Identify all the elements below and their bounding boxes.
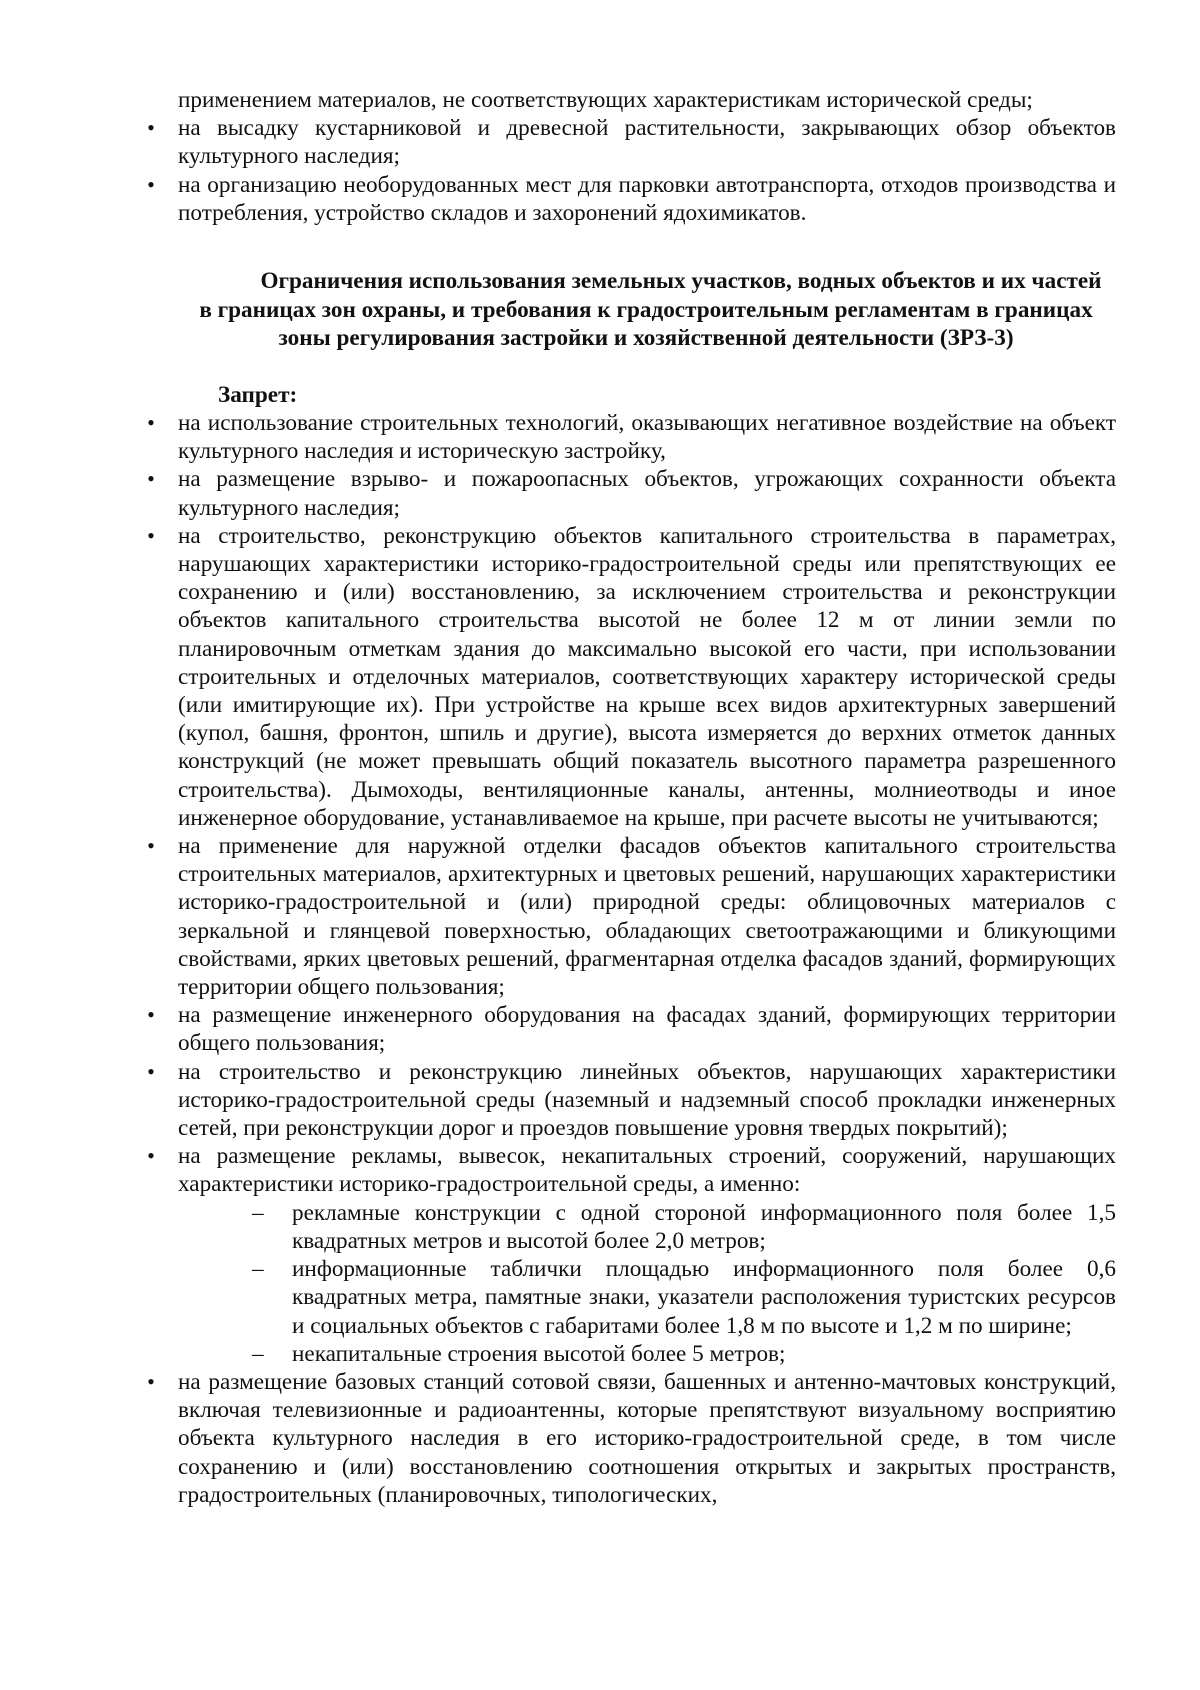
list-item-text: на размещение рекламы, вывесок, некапитальных строений, сооружений, нарушающих характеристики историко-градостроительной среды, а именно: [178, 1143, 1116, 1198]
bullet-icon: • [147, 410, 155, 435]
list-item [147, 1142, 1116, 1368]
list-item-text: на размещение базовых станций сотовой связи, башенных и антенно-мачтовых конструкций, включая телевизионные и радиоантенны, которые препятствуют визуальному восприятию объекта культурного наследия в его историко-градостроительной среде, в том числе сохранению и (или) восстановлению соотношения открытых и закрытых пространств, градостроительных (планировочных, типологических, [178, 1368, 1116, 1508]
list-item [147, 1368, 1116, 1509]
bullet-icon: • [147, 1368, 155, 1394]
bullet-icon: • [147, 1143, 155, 1169]
bullet-icon: • [147, 833, 155, 859]
list-item [147, 1001, 1116, 1057]
sublist-item [252, 1199, 1116, 1255]
list-item [147, 1058, 1116, 1143]
list-item [147, 409, 1116, 465]
sublist-item-text: рекламные конструкции с одной стороной информационного поля более 1,5 квадратных метров и высотой более 2,0 метров; [292, 1199, 1116, 1254]
bullet-icon: • [147, 1002, 155, 1028]
bullet-icon: • [147, 522, 155, 548]
section-heading-line: зоны регулирования застройки и хозяйственной деятельности (ЗРЗ-3) [278, 325, 1014, 352]
list-item [147, 465, 1116, 521]
list-item-text: на строительство, реконструкцию объектов капитального строительства в параметрах, нарушающих характеристики историко-градостроительной среды или препятствующих ее сохранению и (или) восстановлению, за исключением строительства и реконструкции объектов капитального строительства высотой не более 12 м от линии земли по планировочным отметкам здания до максимально высокой его части, при использовании строительных и отделочных материалов, соответствующих характеру исторической среды (или имитирующие их). При устройстве на крыше всех видов архитектурных завершений (купол, башня, фронтон, шпиль и другие), высота измеряется до верхних отметок данных конструкций (не может превышать общий показатель высотного параметра разрешенного строительства). Дымоходы, вентиляционные каналы, антенны, молниеотводы и иное инженерное оборудование, устанавливаемое на крыше, при расчете высоты не учитываются; [178, 522, 1116, 831]
list-item [147, 832, 1116, 1001]
list-item [147, 171, 1116, 227]
section-heading-line: в границах зон охраны, и требования к градостроительным регламентам в границах [199, 296, 1093, 323]
list-item-text: на размещение взрыво- и пожароопасных объектов, угрожающих сохранности объекта культурного наследия; [178, 466, 1116, 521]
advertising-sublist [252, 1199, 1116, 1368]
list-item [147, 114, 1116, 170]
prohibition-label: Запрет: [218, 381, 298, 408]
section-heading [128, 267, 1164, 353]
continuation-paragraph: применением материалов, не соответствующих характеристикам исторической среды; [178, 87, 1033, 113]
bullet-icon: • [147, 171, 155, 197]
list-item [147, 522, 1116, 832]
list-item-text: на применение для наружной отделки фасадов объектов капитального строительства строительных материалов, архитектурных и цветовых решений, нарушающих характеристики историко-градостроительной и (или) природной среды: облицовочных материалов с зеркальной и глянцевой поверхностью, обладающих светоотражающими и бликующими свойствами, ярких цветовых решений, фрагментарная отделка фасадов зданий, формирующих территории общего пользования; [178, 833, 1116, 1001]
bullet-icon: • [147, 115, 155, 141]
list-item-text: на высадку кустарниковой и древесной растительности, закрывающих обзор объектов культурного наследия; [178, 115, 1116, 170]
sublist-item [252, 1340, 1116, 1368]
dash-icon: – [252, 1340, 264, 1367]
bullet-icon: • [147, 466, 155, 492]
dash-icon: – [252, 1256, 264, 1283]
list-item-text: на использование строительных технологий, оказывающих негативное воздействие на объект культурного наследия и историческую застройку, [178, 410, 1116, 465]
prohibition-bullet-list [147, 409, 1116, 1509]
list-item-text: на строительство и реконструкцию линейных объектов, нарушающих характеристики историко-градостроительной среды (наземный и надземный способ прокладки инженерных сетей, при реконструкции дорог и проездов повышение уровня твердых покрытий); [178, 1058, 1116, 1142]
dash-icon: – [252, 1199, 264, 1226]
top-bullet-list [147, 114, 1116, 227]
list-item-text: на организацию необорудованных мест для парковки автотранспорта, отходов производства и потребления, устройство складов и захоронений ядохимикатов. [178, 171, 1116, 226]
sublist-item [252, 1255, 1116, 1340]
bullet-icon: • [147, 1058, 155, 1084]
sublist-item-text: информационные таблички площадью информационного поля более 0,6 квадратных метра, памятные знаки, указатели расположения туристских ресурсов и социальных объектов с габаритами более 1,8 м по высоте и 1,2 м по ширине; [292, 1256, 1116, 1339]
list-item-text: на размещение инженерного оборудования на фасадах зданий, формирующих территории общего пользования; [178, 1002, 1116, 1057]
sublist-item-text: некапитальные строения высотой более 5 метров; [292, 1340, 786, 1367]
section-heading-line: Ограничения использования земельных участков, водных объектов и их частей [260, 268, 1102, 295]
